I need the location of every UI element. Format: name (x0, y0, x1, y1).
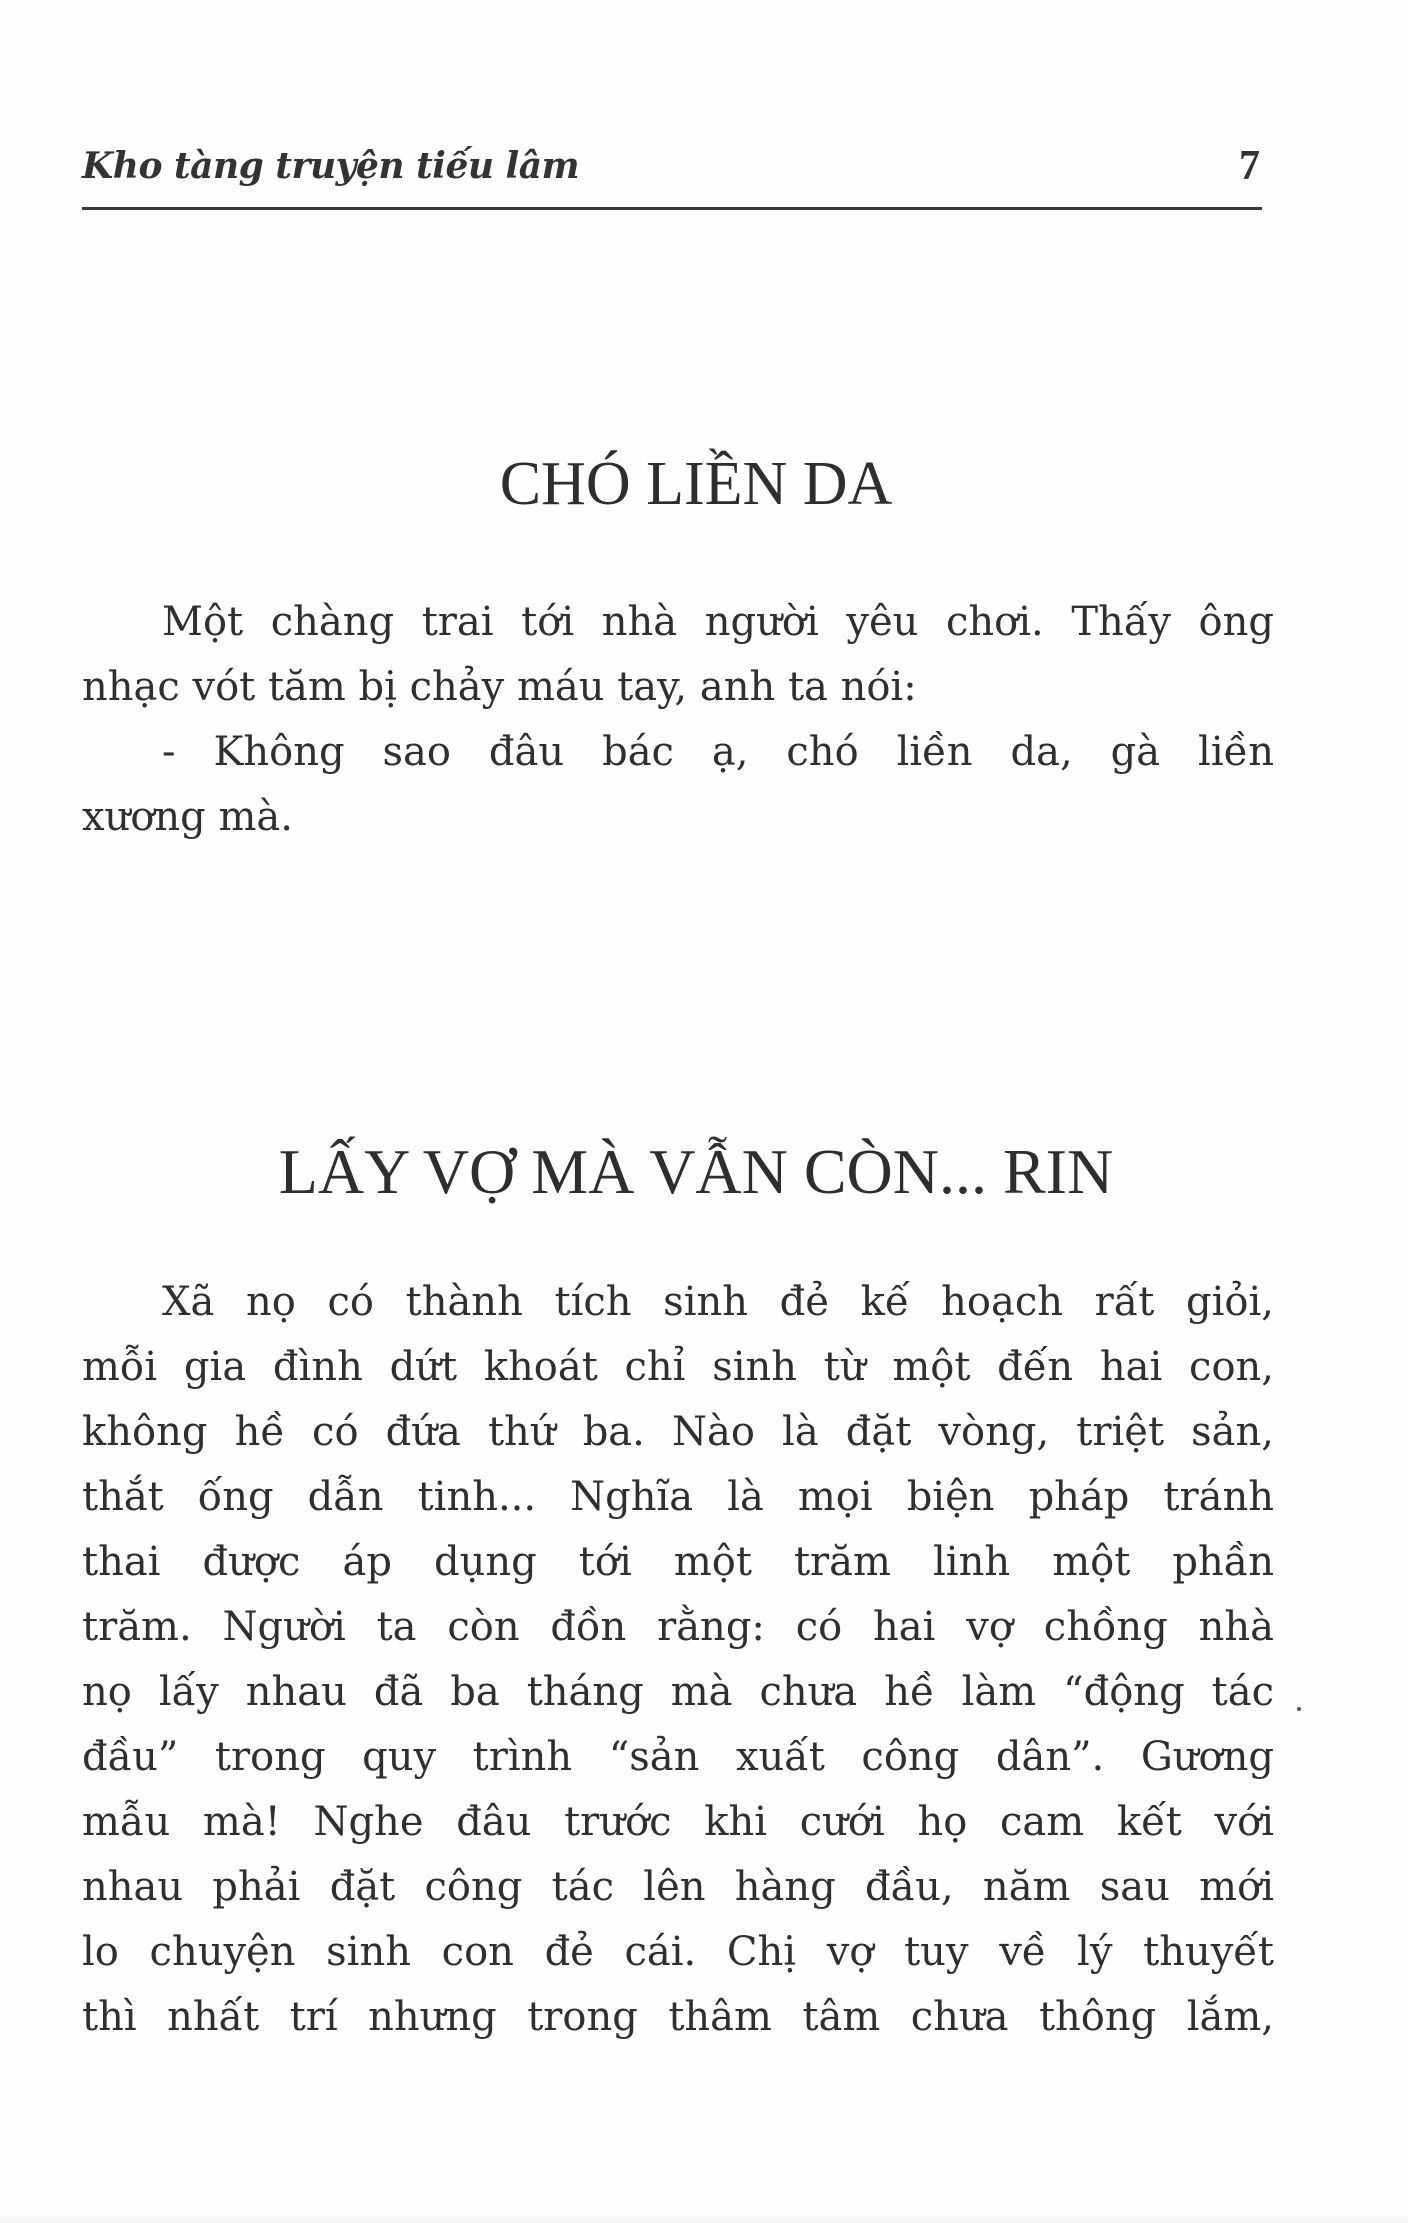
running-header (82, 138, 1262, 194)
text-line: - Không sao đâu bác ạ, chó liền da, gà liền (162, 729, 1274, 775)
page-number: 7 (1239, 143, 1260, 189)
text-line: đầu” trong quy trình “sản xuất công dân”. Gương (82, 1734, 1274, 1780)
text-line: trăm. Người ta còn đồn rằng: có hai vợ chồng nhà (82, 1604, 1274, 1650)
text-line: nọ lấy nhau đã ba tháng mà chưa hề làm “động tác (82, 1669, 1274, 1715)
story-body-lay-vo-ma-van-con-rin (82, 1270, 1274, 2050)
text-line: lo chuyện sinh con đẻ cái. Chị vợ tuy về lý thuyết (82, 1929, 1274, 1975)
story-title-lay-vo-ma-van-con-rin: LẤY VỢ MÀ VẪN CÒN... RIN (278, 1136, 1114, 1207)
text-line: Xã nọ có thành tích sinh đẻ kế hoạch rất giỏi, (162, 1279, 1274, 1325)
text-line: nhau phải đặt công tác lên hàng đầu, năm sau mới (82, 1864, 1274, 1910)
scan-edge (0, 2215, 1408, 2223)
text-line: Một chàng trai tới nhà người yêu chơi. Thấy ông (162, 599, 1274, 645)
story-body-cho-lien-da (82, 590, 1274, 850)
header-rule (82, 207, 1262, 210)
text-line: mẫu mà! Nghe đâu trước khi cưới họ cam kết với (82, 1799, 1274, 1845)
text-line: không hề có đứa thứ ba. Nào là đặt vòng, triệt sản, (82, 1409, 1274, 1455)
story-title-cho-lien-da: CHÓ LIỀN DA (499, 450, 893, 518)
text-line: xương mà. (82, 794, 293, 840)
text-line: mỗi gia đình dứt khoát chỉ sinh từ một đến hai con, (82, 1344, 1274, 1390)
text-line: nhạc vót tăm bị chảy máu tay, anh ta nói: (82, 664, 917, 710)
running-title: Kho tàng truyện tiếu lâm (82, 145, 580, 187)
text-line: thắt ống dẫn tinh... Nghĩa là mọi biện pháp tránh (82, 1474, 1274, 1520)
text-line: thai được áp dụng tới một trăm linh một phần (82, 1539, 1274, 1585)
text-line: thì nhất trí nhưng trong thâm tâm chưa thông lắm, (82, 1994, 1274, 2040)
print-speck (1297, 1707, 1301, 1711)
